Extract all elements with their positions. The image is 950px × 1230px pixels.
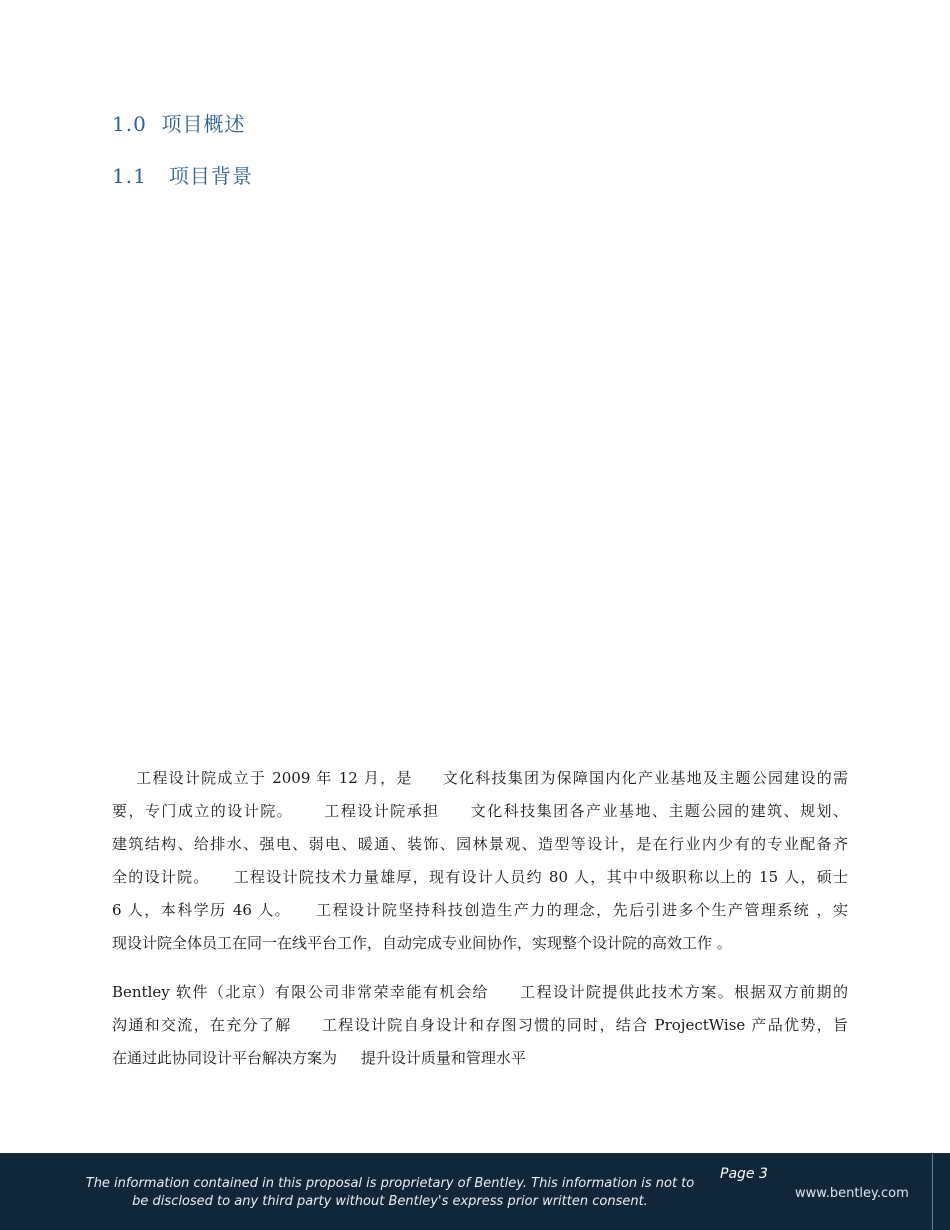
- paragraph-line: 工程设计院成立于 2009 年 12 月，是 文化科技集团为保障国内化产业基地及主题公园建设的需: [112, 769, 848, 787]
- website-link[interactable]: www.bentley.com: [795, 1186, 909, 1201]
- paragraph-line: Bentley 软件（北京）有限公司非常荣幸能有机会给 工程设计院提供此技术方案。根据双方前期的: [112, 983, 848, 1001]
- paragraph-bentley-proposal: [112, 976, 848, 1075]
- paragraph-line: 在通过此协同设计平台解决方案为 提升设计质量和管理水平: [112, 1049, 526, 1067]
- paragraph-institute-intro: [112, 762, 848, 960]
- paragraph-line: 现设计院全体员工在同一在线平台工作，自动完成专业间协作，实现整个设计院的高效工作 。: [112, 934, 732, 952]
- paragraph-line: 6 人，本科学历 46 人。 工程设计院坚持科技创造生产力的理念，先后引进多个生产管理系统 ，实: [112, 901, 848, 919]
- confidentiality-notice-line: be disclosed to any third party without Bentley's express prior written consent.: [132, 1194, 648, 1209]
- paragraph-line: 全的设计院。 工程设计院技术力量雄厚，现有设计人员约 80 人，其中中级职称以上的 15 人，硕士: [112, 868, 848, 886]
- paragraph-line: 要，专门成立的设计院。 工程设计院承担 文化科技集团各产业基地、主题公园的建筑、规划、: [112, 802, 848, 820]
- section-heading-background: 1.1 项目背景: [112, 164, 253, 188]
- footer-divider: [932, 1153, 933, 1230]
- section-heading-overview: 1.0 项目概述: [112, 112, 246, 136]
- page-number: Page 3: [720, 1166, 768, 1182]
- confidentiality-notice-line: The information contained in this proposal is proprietary of Bentley. This information is not to: [85, 1176, 695, 1191]
- paragraph-line: 建筑结构、给排水、强电、弱电、暖通、装饰、园林景观、造型等设计，是在行业内少有的专业配备齐: [112, 835, 848, 853]
- paragraph-line: 沟通和交流，在充分了解 工程设计院自身设计和存图习惯的同时，结合 ProjectWise 产品优势，旨: [112, 1016, 848, 1034]
- confidentiality-notice: [60, 1175, 720, 1211]
